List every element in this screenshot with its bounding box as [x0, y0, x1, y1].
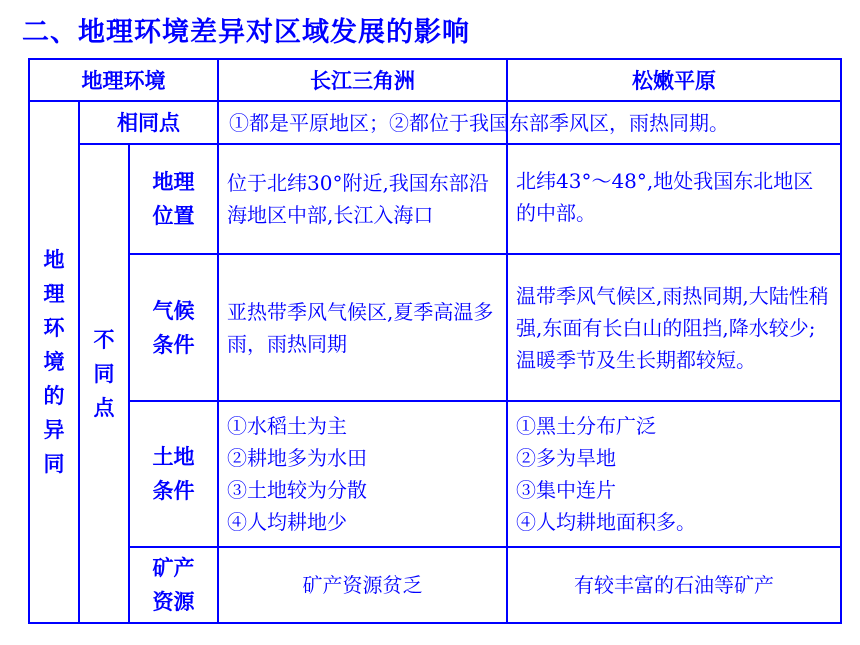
list-item: ③土地较为分散: [227, 478, 367, 502]
list-item: ④人均耕地面积多。: [516, 510, 696, 534]
yangtze-minerals: 矿产资源贫乏: [302, 573, 423, 597]
header-yangtze-delta: 长江三角洲: [310, 69, 415, 93]
left-label-char: 异: [43, 418, 65, 442]
row-label-minerals: 矿产资源: [152, 556, 195, 614]
same-text: ①都是平原地区；②都位于我国东部季风区，雨热同期。: [229, 110, 729, 135]
list-item: ①水稻土为主: [227, 414, 347, 438]
row-label-land: 土地条件: [152, 445, 195, 503]
comparison-table: [28, 58, 842, 624]
diff-label-char: 不: [93, 327, 115, 352]
yangtze-land-list: [219, 402, 506, 546]
yangtze-location: 位于北纬30°附近,我国东部沿海地区中部,长江入海口: [227, 171, 489, 227]
diff-vertical-label: [80, 145, 128, 622]
row-label-location: 地理位置: [152, 170, 195, 228]
list-item: ②耕地多为水田: [227, 446, 367, 470]
yangtze-climate: 亚热带季风气候区,夏季高温多雨，雨热同期: [227, 299, 494, 356]
left-label-char: 地: [43, 248, 65, 272]
row-label-climate: 气候条件: [152, 298, 195, 357]
list-item: ③集中连片: [516, 478, 616, 502]
same-label: 相同点: [117, 110, 180, 135]
header-geo-env: 地理环境: [81, 69, 166, 93]
left-label-char: 同: [43, 452, 65, 476]
header-songnen-plain: 松嫩平原: [632, 69, 716, 93]
left-label-char: 境: [43, 350, 65, 374]
diff-label-char: 点: [93, 395, 115, 420]
list-item: ④人均耕地少: [227, 510, 347, 534]
songnen-land-list: [508, 402, 840, 546]
list-item: ①黑土分布广泛: [516, 414, 656, 438]
songnen-minerals: 有较丰富的石油等矿产: [574, 573, 774, 597]
left-label-char: 的: [43, 384, 65, 408]
diff-label-char: 同: [93, 361, 115, 386]
songnen-location: 北纬43°～48°,地处我国东北地区的中部。: [516, 169, 814, 225]
songnen-climate: 温带季风气候区,雨热同期,大陆性稍强,东面有长白山的阻挡,降水较少;温暖季节及生长期都较短。: [516, 283, 829, 372]
page-title: 二、地理环境差异对区域发展的影响: [22, 17, 470, 48]
left-label-char: 环: [43, 316, 65, 340]
left-vertical-label: [30, 102, 78, 622]
left-label-char: 理: [43, 282, 65, 306]
list-item: ②多为旱地: [516, 446, 616, 470]
